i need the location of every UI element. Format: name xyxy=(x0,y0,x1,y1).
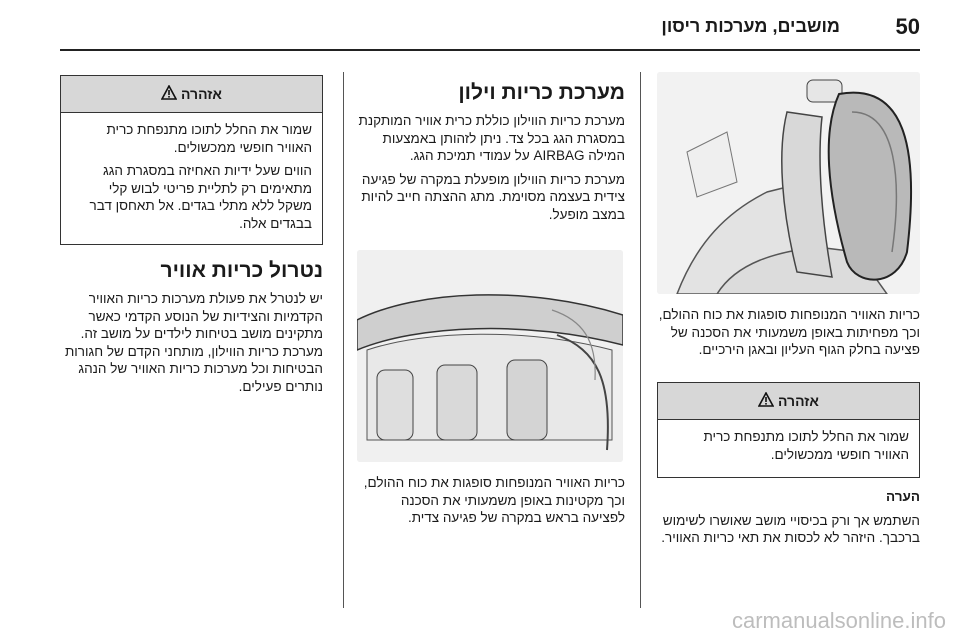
curtain-airbag-figure xyxy=(357,250,623,462)
note-block xyxy=(657,488,920,553)
left-column-text xyxy=(60,258,323,402)
airbag-deactivation-para: יש לנטרל את פעולת מערכות כריות האוויר הקדמיות והצידיות של הנוסע הקדמי כאשר מתקינים מושב בטיחות לילדים על מושב זה. מערכת כריות הווילון, מותחני הקדם של חגורות הבטיחות וכל מערכות כריות האוויר של הנהג נותרים פעילים. xyxy=(64,291,323,394)
page-number: 50 xyxy=(895,14,920,39)
curtain-airbag-heading: מערכת כריות וילון xyxy=(458,81,625,104)
warning-label: אזהרה xyxy=(181,86,222,102)
warning-body: שמור את החלל לתוכו מתנפחת כרית האוויר חופשי ממכשולים. xyxy=(703,429,909,462)
warning-label: אזהרה xyxy=(778,393,819,409)
curtain-airbag-para2: מערכת כריות הווילון מופעלת במקרה של פגיעה צידית בעצמה מסוימת. מתג ההצתה חייב להיות במצב מופעל. xyxy=(361,171,625,222)
curtain-airbag-para1: מערכת כריות הווילון כוללת כרית אוויר המותקנת במסגרת הגג בכל צד. ניתן לזהותן באמצעות המילה AIRBAG על עמודי תמיכת הגג. xyxy=(358,113,625,164)
warning-box-left xyxy=(60,75,323,245)
right-column-text xyxy=(657,306,920,365)
warning-header xyxy=(61,76,322,113)
curtain-airbag-illustration xyxy=(357,250,623,462)
warning-body xyxy=(61,113,322,247)
warning-box-right xyxy=(657,382,920,478)
warning-triangle-icon xyxy=(758,392,774,410)
header-rule xyxy=(60,49,920,51)
note-title: הערה xyxy=(886,489,920,504)
curtain-caption-block xyxy=(355,474,625,533)
middle-column-text xyxy=(355,80,625,230)
warning-header xyxy=(658,383,919,420)
warning-triangle-icon xyxy=(161,85,177,103)
airbag-deactivation-heading: נטרול כריות אוויר xyxy=(160,259,323,282)
seat-airbag-figure xyxy=(657,72,920,294)
column-divider-right xyxy=(640,72,641,608)
seat-airbag-caption: כריות האוויר המנופחות סופגות את כוח ההולם, וכך מפחיתות באופן משמעותי את הסכנה של פציעה בחלק הגוף העליון ובאגן הירכיים. xyxy=(658,307,920,358)
watermark: carmanualsonline.info xyxy=(731,608,946,633)
curtain-airbag-caption: כריות האוויר המנופחות סופגות את כוח ההולם, וכך מקטינות באופן משמעותי את הסכנה לפציעה בראש במקרה של פגיעה צדית. xyxy=(363,475,625,526)
warning-para1: שמור את החלל לתוכו מתנפחת כרית האוויר חופשי ממכשולים. xyxy=(106,122,312,155)
seat-airbag-illustration xyxy=(657,72,920,294)
column-divider-left xyxy=(343,72,344,608)
note-text: השתמש אך ורק בכיסויי מושב שאושרו לשימוש ברכבך. היזהר לא לכסות את תאי כריות האוויר. xyxy=(661,512,920,546)
page-title: מושבים, מערכות ריסון xyxy=(661,16,840,36)
warning-para2: הווים שעל ידיות האחיזה במסגרת הגג מתאימים רק לתליית פריטי לבוש קלי משקל ללא מתלי בגדים. אל תאחסן דבר בבגדים אלה. xyxy=(89,163,312,231)
